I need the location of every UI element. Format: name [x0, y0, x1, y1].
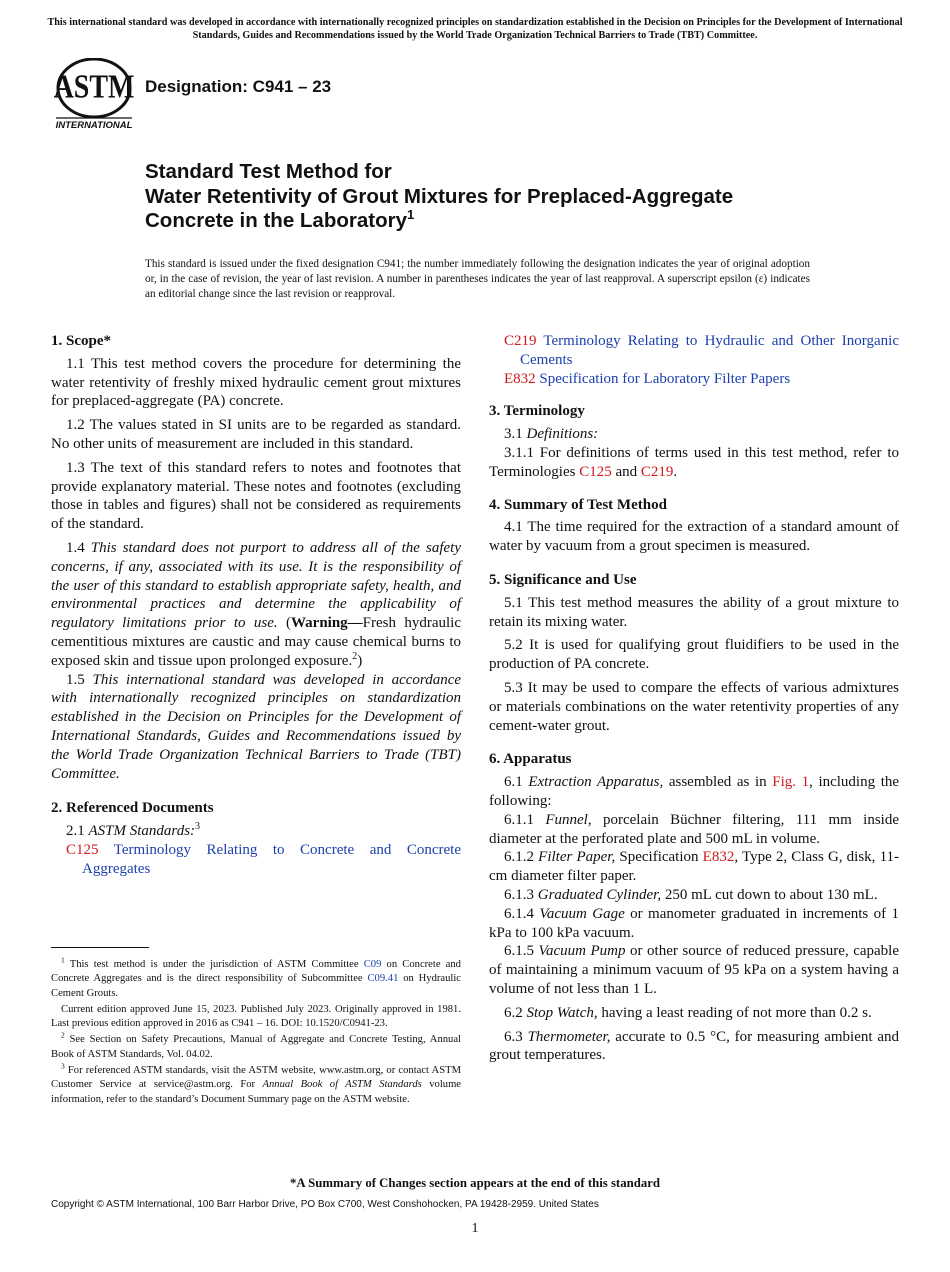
para-6-1-2-italic: Filter Paper,: [538, 849, 616, 866]
para-1-4: [51, 539, 461, 671]
scope-heading: 1. Scope*: [51, 333, 111, 349]
para-6-1-3-num: 6.1.3: [504, 886, 534, 903]
title-line-1: Standard Test Method for: [145, 160, 392, 183]
footnote-3-text-b: volume information, refer to the standard’s Document Summary page on the ASTM website.: [51, 1079, 462, 1105]
para-3-1-italic: Definitions:: [526, 426, 599, 443]
link-c125[interactable]: C125: [579, 463, 612, 480]
ref-c125[interactable]: [51, 841, 461, 879]
ref-c125-title[interactable]: Terminology Relating to Concrete and Concrete Aggregates: [82, 841, 462, 877]
para-3-1-1-end: .: [673, 463, 678, 480]
para-6-1-2-text-a: Specification: [619, 849, 699, 866]
footnote-3-mark: 3: [61, 1061, 65, 1071]
para-2-1-num: 2.1: [66, 823, 85, 840]
ref-e832-title[interactable]: Specification for Laboratory Filter Papers: [539, 370, 791, 387]
para-2-1: [51, 822, 461, 841]
footnote-2: [51, 1030, 461, 1062]
title-line-2: Water Retentivity of Grout Mixtures for Preplaced-Aggregate: [145, 184, 734, 208]
para-6-1-4-italic: Vacuum Gage: [539, 905, 625, 922]
para-6-1-5-text: or other source of reduced pressure, capable of maintaining a minimum vacuum of 95 kPa on a system having a volume of not less than 1 L.: [489, 943, 900, 997]
link-c09[interactable]: C09: [363, 959, 382, 970]
footnote-1-text-c: on Hydraulic Cement Grouts.: [51, 973, 461, 999]
para-6-2-italic: Stop Watch,: [526, 1004, 598, 1021]
footnote-1: [51, 955, 461, 1001]
ref-c219-title[interactable]: Terminology Relating to Hydraulic and Other Inorganic Cements: [520, 333, 899, 368]
para-6-1-1-text: porcelain Büchner filtering, 111 mm inside diameter at the perforated plate and 500 mL in volume.: [489, 811, 899, 847]
para-6-2-text: having a least reading of not more than 0.2 s.: [601, 1004, 872, 1021]
para-6-1-5-num: 6.1.5: [504, 943, 534, 960]
para-6-1-4-num: 6.1.4: [504, 905, 534, 922]
summary-of-changes-note: *A Summary of Changes section appears at the end of this standard: [289, 1176, 661, 1190]
para-1-4-num: 1.4: [66, 539, 85, 556]
para-6-1-5: [489, 942, 899, 998]
para-6-1-1: [489, 811, 899, 849]
footnote-3: [51, 1061, 462, 1107]
para-1-2: 1.2 The values stated in SI units are to be regarded as standard. No other units of measurement are included in this standard.: [51, 417, 461, 452]
header-notice: This international standard was developed in accordance with internationally recognized principles on standardization established in the Decision on Principles for the Development of International Standards, Guides and Recommendations issued by the World Trade Organization Technical Barriers to Trade (TBT) Committee.: [47, 17, 903, 41]
para-6-1-3-italic: Graduated Cylinder,: [537, 886, 662, 903]
footnote-2-mark: 2: [61, 1030, 65, 1040]
para-1-5-italic: This international standard was developed in accordance with internationally recognized principles on standardization established in the Decision on Principles for the Development of International Standards, Guides and Recommendations issued by the World Trade Organization Technical Barriers to Trade (TBT) Committee.: [51, 671, 462, 782]
para-6-1-2-text-b: , Type 2, Class G, disk, 11-cm diameter filter paper.: [489, 849, 900, 885]
para-6-2-num: 6.2: [504, 1004, 523, 1021]
footnote-divider: [51, 947, 149, 948]
footnote-1-mark: 1: [61, 955, 65, 965]
para-1-5-num: 1.5: [66, 671, 85, 688]
referenced-documents-heading: 2. Referenced Documents: [51, 800, 214, 817]
para-6-1-text-b: , including the following:: [489, 774, 900, 809]
para-3-1-num: 3.1: [504, 426, 523, 443]
summary-heading: 4. Summary of Test Method: [489, 496, 667, 513]
para-6-1-4-text: or manometer graduated in increments of 1 kPa to 100 kPa vacuum.: [489, 905, 900, 941]
footnote-ref-2[interactable]: 2: [352, 650, 358, 662]
apparatus-heading: 6. Apparatus: [489, 751, 572, 768]
para-6-1-num: 6.1: [504, 774, 523, 791]
para-6-1-3-text: 250 mL cut down to about 130 mL.: [664, 886, 878, 903]
terminology-heading: 3. Terminology: [489, 403, 585, 420]
right-column: [489, 332, 899, 1070]
link-c219[interactable]: C219: [640, 463, 674, 480]
astm-logo: [54, 58, 134, 130]
ref-c219[interactable]: [489, 332, 899, 370]
para-1-4-open: (: [285, 615, 291, 632]
ref-e832[interactable]: [489, 370, 899, 389]
para-3-1-1-text: 3.1.1 For definitions of terms used in this test method, refer to Terminologies: [489, 444, 899, 480]
document-title: [145, 160, 845, 234]
para-3-1: [489, 425, 899, 444]
para-6-1-5-italic: Vacuum Pump: [538, 943, 626, 960]
footnote-1-edition: Current edition approved June 15, 2023. Published July 2023. Originally approved in 1981. Last previous edition approved in 2016 as C941 – 16. DOI: 10.1520/C0941-23.: [51, 1003, 461, 1030]
para-1-4-close: ): [357, 652, 363, 669]
footnote-1-text-a: This test method is under the jurisdiction of ASTM Committee: [69, 959, 359, 970]
para-2-1-italic: ASTM Standards:: [88, 823, 196, 840]
footnote-1-text-b: on Concrete and Concrete Aggregates and is the direct responsibility of Subcommittee: [51, 959, 461, 985]
significance-heading: 5. Significance and Use: [489, 571, 637, 588]
para-1-5: [51, 671, 461, 784]
para-6-1-1-num: 6.1.1: [504, 811, 534, 828]
para-4-1: 4.1 The time required for the extraction of a standard amount of water by vacuum from a grout specimen is measured.: [489, 519, 899, 555]
footnote-3-italic: Annual Book of ASTM Standards: [262, 1079, 422, 1091]
issue-note: This standard is issued under the fixed designation C941; the number immediately following the designation indicates the year of original adoption or, in the case of revision, the year of last revision. A number in parentheses indicates the year of last reapproval. A superscript epsilon (ε) indicates an editorial change since the last revision or reapproval.: [145, 258, 810, 300]
para-1-4-rest: Fresh hydraulic cementitious mixtures are caustic and may cause chemical burns to exposed skin and tissue upon prolonged exposure.: [51, 615, 462, 669]
footnote-3-text-a: For referenced ASTM standards, visit the ASTM website, www.astm.org, or contact ASTM Customer Service at service@astm.org. For: [51, 1065, 461, 1091]
title-line-3: [145, 209, 845, 234]
para-6-2: [489, 1004, 899, 1023]
para-5-2: 5.2 It is used for qualifying grout fluidifiers to be used in the production of PA concrete.: [489, 637, 899, 673]
para-6-1-3: [489, 886, 899, 905]
para-1-3: 1.3 The text of this standard refers to notes and footnotes that provide explanatory material. These notes and footnotes (excluding those in tables and figures) shall not be considered as requirements of the standard.: [51, 459, 461, 533]
left-column: [51, 332, 461, 879]
para-5-3: 5.3 It may be used to compare the effects of various admixtures or materials combinations on the water retentivity properties of any cement-water grout.: [489, 679, 899, 734]
para-6-1-italic: Extraction Apparatus,: [528, 774, 664, 791]
para-6-3: [489, 1028, 899, 1066]
warning-label: Warning—: [290, 615, 363, 632]
link-c09-41[interactable]: C09.41: [367, 973, 399, 985]
para-6-3-italic: Thermometer,: [527, 1028, 611, 1045]
page-number: 1: [471, 1221, 479, 1236]
ref-c125-code[interactable]: C125: [66, 841, 99, 858]
para-6-1-1-italic: Funnel,: [545, 811, 592, 828]
logo-subtext: INTERNATIONAL: [55, 120, 133, 130]
title-footnote-mark: 1: [407, 207, 415, 223]
para-6-1-4: [489, 905, 899, 943]
title-line-3-text: Concrete in the Laboratory: [145, 209, 407, 232]
footnote-2-text: See Section on Safety Precautions, Manual of Aggregate and Concrete Testing, Annual Book of ASTM Standards, Vol. 04.02.: [51, 1034, 461, 1060]
link-fig-1[interactable]: Fig. 1: [772, 774, 810, 791]
copyright: Copyright © ASTM International, 100 Barr Harbor Drive, PO Box C700, West Conshohocken, PA 19428-2959. United States: [51, 1199, 599, 1210]
para-6-1-2: [489, 848, 899, 886]
para-3-1-1: [489, 444, 899, 482]
para-6-3-num: 6.3: [504, 1028, 523, 1045]
para-5-1: 5.1 This test method measures the ability of a grout mixture to retain its mixing water.: [489, 594, 899, 630]
link-e832[interactable]: E832: [702, 849, 735, 866]
para-6-1-text-a: assembled as in: [668, 774, 767, 791]
footnotes: [51, 955, 462, 1109]
ref-c219-code[interactable]: C219: [504, 333, 537, 349]
logo-text: ASTM: [54, 67, 134, 106]
designation: Designation: C941 – 23: [145, 77, 332, 96]
para-6-1: [489, 773, 899, 811]
para-6-1-2-num: 6.1.2: [504, 849, 534, 866]
para-6-3-text: accurate to 0.5 °C, for measuring ambient and grout temperatures.: [489, 1028, 900, 1064]
footnote-ref-3[interactable]: 3: [195, 821, 201, 833]
para-1-4-italic: This standard does not purport to address all of the safety concerns, if any, associated with its use. It is the responsibility of the user of this standard to establish appropriate safety, health, and environmental practices and determine the applicability of regulatory limitations prior to use.: [51, 539, 461, 632]
ref-e832-code[interactable]: E832: [504, 370, 536, 387]
para-1-1: 1.1 This test method covers the procedure for determining the water retentivity of freshly mixed hydraulic cement grout mixtures for preplaced-aggregate (PA) concrete.: [51, 355, 461, 410]
para-3-1-1-and: and: [615, 463, 638, 480]
